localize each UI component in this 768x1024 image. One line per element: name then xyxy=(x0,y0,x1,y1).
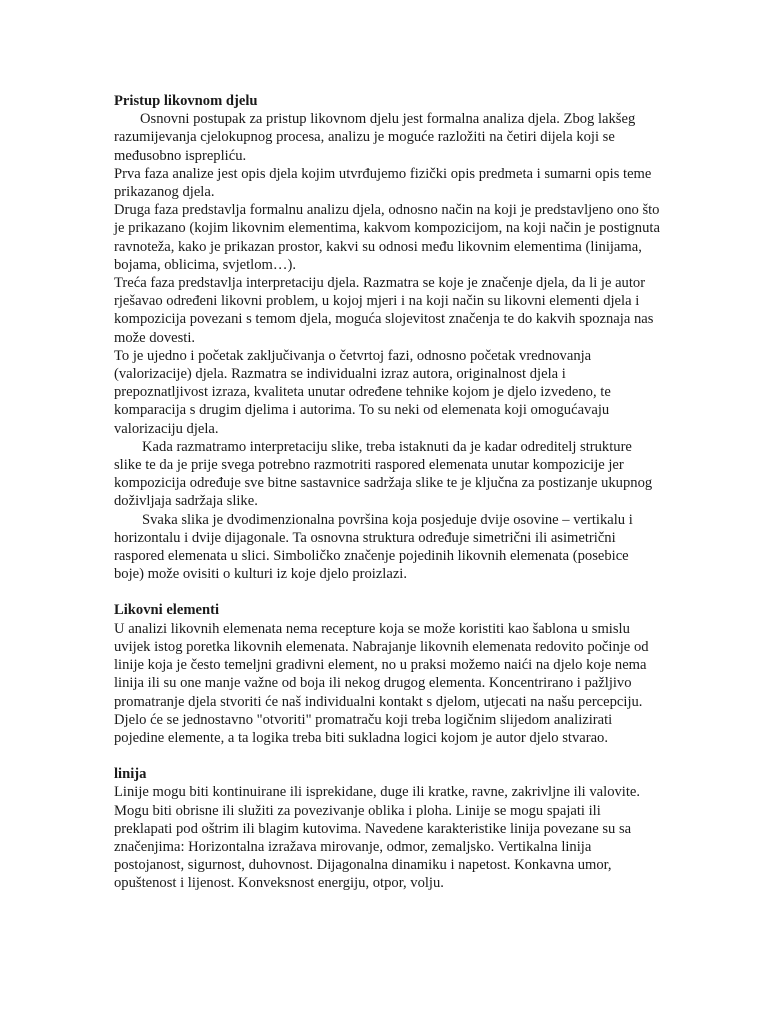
paragraph-phase-four: To je ujedno i početak zaključivanja o četvrtoj fazi, odnosno početak vrednovanja (valorizacije) djela. Razmatra se individualni izraz autora, originalnost djela i prepoznatljivost izraza, kvaliteta unutar određene tehnike kojom je djelo izvedeno, te komparacija s drugim djelima i autorima. To su neki od elemenata koji omogućavaju valorizaciju djela. xyxy=(114,347,611,437)
paragraph-phase-two: Druga faza predstavlja formalnu analizu djela, odnosno način na koji je predstavljeno ono što je prikazano (kojim likovnim elementima, kakvom kompozicijom, na koji način je postignuta ravnoteža, kako je prikazan prostor, kakvi su odnosi među likovnim elementima (linijama, bojama, oblicima, svjetlom…). xyxy=(114,202,660,273)
paragraph-phase-three: Treća faza predstavlja interpretaciju djela. Razmatra se koje je značenje djela, da li je autor rješavao određeni likovni problem, u kojoj mjeri i na koji način su likovni elementi djela i kompozicija povezani s temom djela, moguća slojevitost značenja te do kakvih spoznaja nas može dovesti. xyxy=(114,275,654,346)
paragraph-likovni-elementi: U analizi likovnih elemenata nema recepture koja se može koristiti kao šablona u smislu uvijek istog poretka likovnih elemenata. Nabrajanje likovnih elemenata redovito počinje od linije koja je često temeljni gradivni element, no u praksi možemo naići na djelo koje nema linija ili su one manje važne od boja ili nekog drugog elementa. Koncentrirano i pažljivo promatranje djela stvoriti će naš individualni kontakt s djelom, utjecati na našu percepciju. Djelo će se jednostavno "otvoriti" promatraču koji treba logičnim slijedom analizirati pojedine elemente, a ta logika treba biti sukladna logici kojom je autor djelo stvarao. xyxy=(114,620,649,746)
heading-linija: linija xyxy=(114,766,147,783)
document-body xyxy=(114,92,662,893)
paragraph-two-dimensional: Svaka slika je dvodimenzionalna površina koja posjeduje dvije osovine – vertikalu i horizontalu i dvije dijagonale. Ta osnovna struktura određuje simetrični ili asimetrični raspored elemenata u slici. Simboličko značenje pojedinih likovnih elemenata (posebice boje) može ovisiti o kulturi iz koje djelo proizlazi. xyxy=(114,511,633,583)
paragraph-linija: Linije mogu biti kontinuirane ili isprekidane, duge ili kratke, ravne, zakrivljne ili valovite. Mogu biti obrisne ili služiti za povezivanje oblika i ploha. Linije se mogu spajati ili preklapati pod oštrim ili blagim kutovima. Navedene karakteristike linija povezane su sa značenjima: Horizontalna izražava mirovanje, odmor, zemaljsko. Vertikalna linija postojanost, sigurnost, duhovnost. Dijagonalna dinamiku i napetost. Konkavna umor, opuštenost i lijenost. Konveksnost energiju, otpor, volju. xyxy=(114,784,641,892)
section-spacer xyxy=(114,747,662,765)
section-spacer xyxy=(114,583,662,601)
paragraph-interpretation: Kada razmatramo interpretaciju slike, treba istaknuti da je kadar odreditelj strukture slike te da je prije svega potrebno razmotriti raspored elemenata unutar kompozicije jer kompozicija određuje sve bitne sastavnice sadržaja slike te je ključna za postizanje ukupnog doživljaja sadržaja slike. xyxy=(114,438,653,510)
paragraph-phase-one: Prva faza analize jest opis djela kojim utvrđujemo fizički opis predmeta i sumarni opis teme prikazanog djela. xyxy=(114,165,652,201)
paragraph-intro: Osnovni postupak za pristup likovnom djelu jest formalna analiza djela. Zbog lakšeg razumijevanja cjelokupnog procesa, analizu je moguće razložiti na četiri dijela koji se međusobno isprepliću. xyxy=(114,111,636,164)
heading-pristup-likovnom-djelu: Pristup likovnom djelu xyxy=(114,93,258,109)
heading-likovni-elementi: Likovni elementi xyxy=(114,602,219,619)
